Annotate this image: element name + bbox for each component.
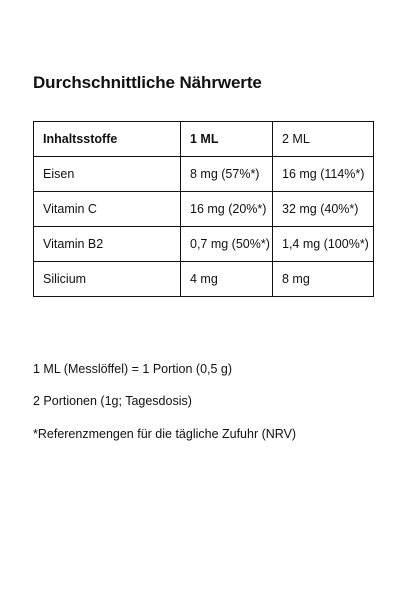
nutrition-table — [33, 121, 374, 297]
cell-ingredient: Vitamin B2 — [34, 227, 181, 262]
cell-ingredient: Silicium — [34, 262, 181, 297]
table-row — [34, 262, 374, 297]
cell-ingredient: Eisen — [34, 157, 181, 192]
table-row — [34, 227, 374, 262]
nrv-footnote: *Referenzmengen für die tägliche Zufuhr (NRV) — [33, 427, 297, 441]
table-row — [34, 157, 374, 192]
cell-1ml: 8 mg (57%*) — [181, 157, 273, 192]
cell-2ml: 16 mg (114%*) — [273, 157, 374, 192]
table-row — [34, 192, 374, 227]
cell-2ml: 8 mg — [273, 262, 374, 297]
serving-note: 1 ML (Messlöffel) = 1 Portion (0,5 g) — [33, 362, 233, 376]
header-ingredient: Inhaltsstoffe — [34, 122, 181, 157]
page-title: Durchschnittliche Nährwerte — [33, 73, 262, 92]
cell-1ml: 4 mg — [181, 262, 273, 297]
header-1ml: 1 ML — [181, 122, 273, 157]
cell-ingredient: Vitamin C — [34, 192, 181, 227]
daily-dose-note: 2 Portionen (1g; Tagesdosis) — [33, 394, 192, 408]
cell-1ml: 16 mg (20%*) — [181, 192, 273, 227]
cell-2ml: 1,4 mg (100%*) — [273, 227, 374, 262]
cell-1ml: 0,7 mg (50%*) — [181, 227, 273, 262]
header-2ml: 2 ML — [273, 122, 374, 157]
cell-2ml: 32 mg (40%*) — [273, 192, 374, 227]
table-header-row — [34, 122, 374, 157]
